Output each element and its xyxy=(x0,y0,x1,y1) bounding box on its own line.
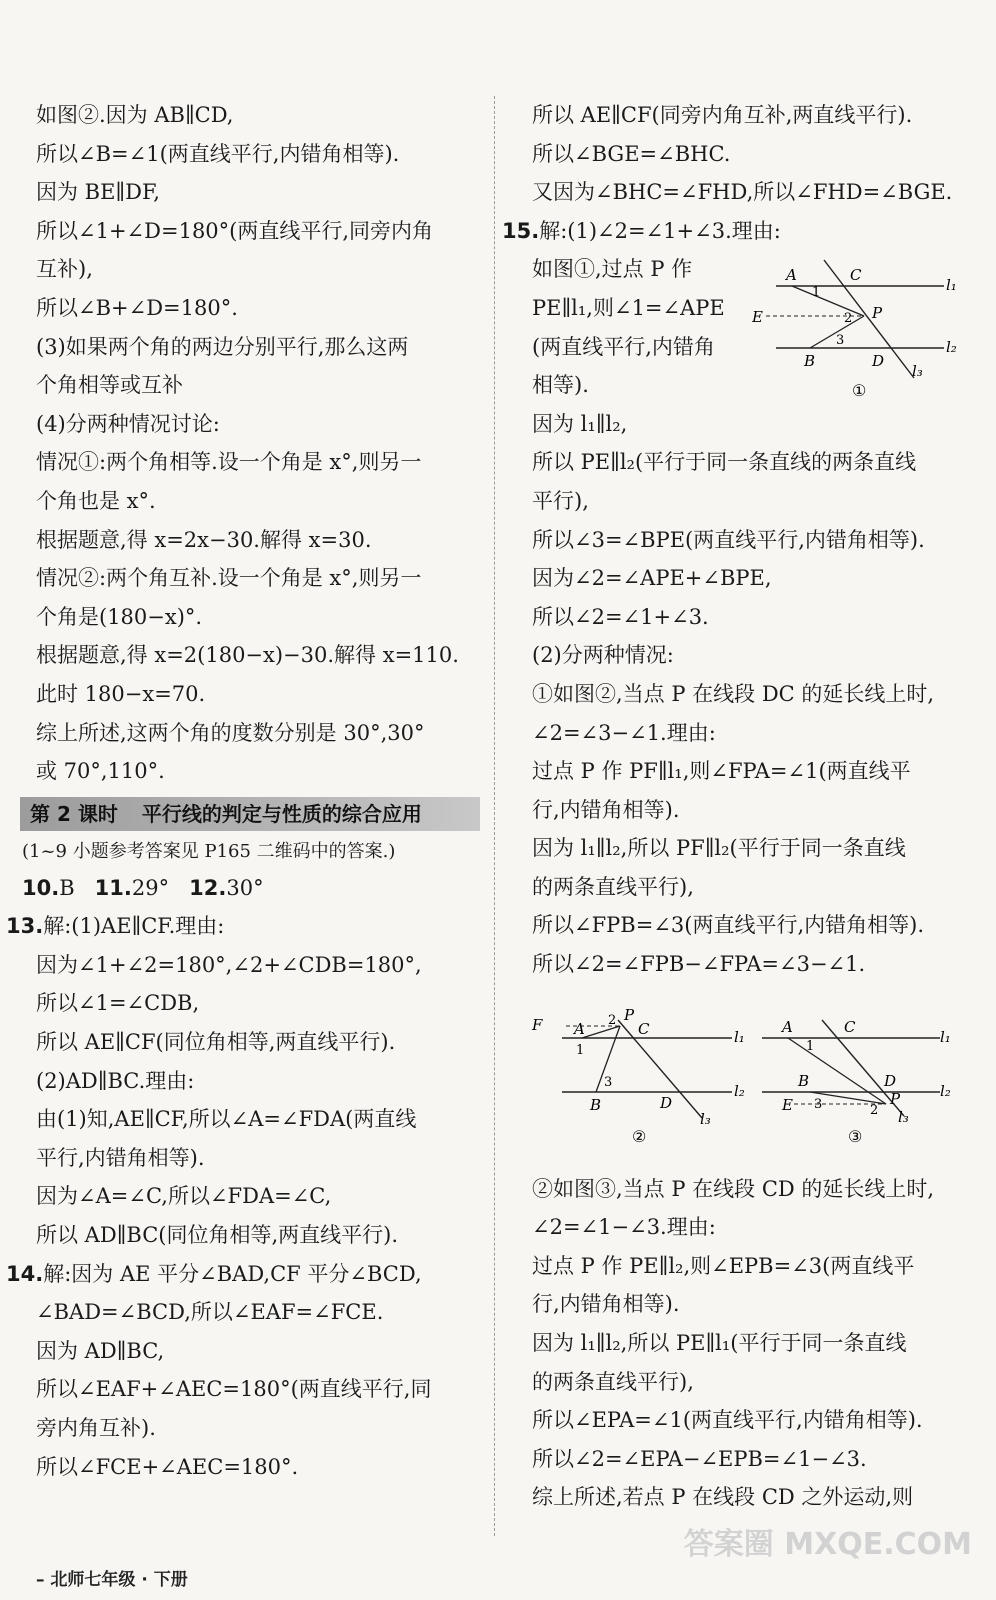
question-number: 13. xyxy=(6,914,44,939)
label-l1: l₁ xyxy=(940,1028,951,1046)
label-l3: l₃ xyxy=(700,1110,711,1128)
text-line: 解:因为 AE 平分∠BAD,CF 平分∠BCD, xyxy=(43,1261,422,1286)
text-line: 因为∠2=∠APE+∠BPE, xyxy=(532,566,772,591)
text-line: 所以 AE∥CF(同旁内角互补,两直线平行). xyxy=(532,103,913,127)
text-line: 行,内错角相等). xyxy=(532,797,680,822)
text-line: 解:(1)AE∥CF.理由: xyxy=(43,914,225,939)
text-line: (2)分两种情况: xyxy=(532,643,674,668)
text-line: 平行,内错角相等). xyxy=(36,1145,205,1170)
text-line: (3)如果两个角的两边分别平行,那么这两 xyxy=(36,334,409,359)
short-answers xyxy=(22,869,476,908)
text-line: 又因为∠BHC=∠FHD,所以∠FHD=∠BGE. xyxy=(532,180,953,205)
text-line: 根据题意,得 x=2x−30.解得 x=30. xyxy=(36,527,372,552)
segment-AP xyxy=(788,1038,886,1104)
label-C: C xyxy=(844,1018,856,1036)
label-l3: l₃ xyxy=(912,362,923,380)
label-l2: l₂ xyxy=(946,338,957,356)
text-line: 因为 l₁∥l₂, xyxy=(532,411,628,436)
angle-3-label: 3 xyxy=(604,1075,613,1090)
text-line: 所以 AD∥BC(同位角相等,两直线平行). xyxy=(36,1223,399,1248)
lesson-number: 第 2 课时 xyxy=(30,801,118,826)
text-line: 情况①:两个角相等.设一个角是 x°,则另一 xyxy=(36,450,422,475)
line-l3 xyxy=(824,260,914,378)
label-B: B xyxy=(798,1072,810,1090)
text-line: 所以∠BGE=∠BHC. xyxy=(532,141,731,166)
text-line: 如图②.因为 AB∥CD, xyxy=(36,103,234,127)
text-line: 所以∠3=∠BPE(两直线平行,内错角相等). xyxy=(532,527,925,552)
angle-3-label: 3 xyxy=(814,1097,823,1112)
text-line: 所以∠EAF+∠AEC=180°(两直线平行,同 xyxy=(36,1377,432,1402)
text-line: 过点 P 作 PE∥l₂,则∠EPB=∠3(两直线平 xyxy=(532,1253,915,1278)
text-line: 由(1)知,AE∥CF,所以∠A=∠FDA(两直线 xyxy=(36,1107,417,1132)
text-line: (两直线平行,内错角 xyxy=(532,334,715,359)
text-line: 所以∠2=∠EPA−∠EPB=∠1−∠3. xyxy=(532,1446,867,1471)
figure-caption: ① xyxy=(852,381,867,400)
text-line: (2)AD∥BC.理由: xyxy=(36,1068,195,1093)
watermark: 答案圈 MXQE.COM xyxy=(683,1527,972,1562)
text-line: 因为∠1+∠2=180°,∠2+∠CDB=180°, xyxy=(36,952,422,977)
book-title: 北师七年级 · 下册 xyxy=(50,1570,188,1590)
lesson-title: 平行线的判定与性质的综合应用 xyxy=(141,801,422,826)
left-column xyxy=(6,96,476,1486)
text-line: 因为 BE∥DF, xyxy=(36,180,160,205)
text-line: 过点 P 作 PF∥l₁,则∠FPA=∠1(两直线平 xyxy=(532,759,911,784)
question-number: 11. xyxy=(94,875,132,900)
label-l2: l₂ xyxy=(940,1082,951,1100)
question-15-start xyxy=(502,212,972,251)
label-l3: l₃ xyxy=(898,1108,909,1126)
page-footer: – 北师七年级 · 下册 xyxy=(36,1570,188,1590)
angle-1-label: 1 xyxy=(576,1043,585,1058)
angle-2-label: 2 xyxy=(870,1103,879,1118)
text-line: 互补), xyxy=(36,257,93,282)
label-B: B xyxy=(804,352,816,370)
label-D: D xyxy=(872,352,885,370)
text-line: 的两条直线平行), xyxy=(532,874,694,899)
question-14 xyxy=(6,1255,476,1487)
text-line: 所以∠FPB=∠3(两直线平行,内错角相等). xyxy=(532,913,925,938)
text-line: 所以∠2=∠1+∠3. xyxy=(532,604,709,629)
text-line: 解:(1)∠2=∠1+∠3.理由: xyxy=(539,218,781,243)
question-number: 10. xyxy=(22,875,60,900)
question-15-narrow-text xyxy=(532,250,746,404)
text-line: 因为 l₁∥l₂,所以 PF∥l₂(平行于同一条直线 xyxy=(532,836,906,861)
text-line: 所以∠2=∠FPB−∠FPA=∠3−∠1. xyxy=(532,952,866,977)
text-line: ∠BAD=∠BCD,所以∠EAF=∠FCE. xyxy=(36,1300,384,1325)
text-line: 因为 AD∥BC, xyxy=(36,1338,165,1363)
label-A: A xyxy=(782,1018,793,1036)
angle-1-label: 1 xyxy=(812,285,821,300)
text-line: 所以∠FCE+∠AEC=180°. xyxy=(36,1454,299,1479)
column-divider xyxy=(494,96,495,1536)
text-line xyxy=(6,1255,476,1294)
text-line: 所以 PE∥l₂(平行于同一条直线的两条直线 xyxy=(532,450,917,475)
text-line: 个角也是 x°. xyxy=(36,488,156,513)
text-line: (4)分两种情况讨论: xyxy=(36,411,220,436)
figure-3 xyxy=(762,1018,951,1146)
right-text-block xyxy=(532,96,972,212)
segment-AP xyxy=(792,286,864,316)
label-D: D xyxy=(884,1072,897,1090)
reference-note: (1~9 小题参考答案见 P165 二维码中的答案.) xyxy=(22,840,396,862)
text-line: 综上所述,这两个角的度数分别是 30°,30° xyxy=(36,720,425,745)
text-line: 旁内角互补). xyxy=(36,1416,156,1440)
question-15-text xyxy=(532,405,972,984)
text-line: 综上所述,若点 P 在线段 CD 之外运动,则 xyxy=(532,1485,914,1510)
label-C: C xyxy=(850,266,862,284)
text-line: 因为∠A=∠C,所以∠FDA=∠C, xyxy=(36,1184,332,1209)
text-line: 所以∠1+∠D=180°(两直线平行,同旁内角 xyxy=(36,218,434,243)
figure-caption: ② xyxy=(632,1127,647,1146)
text-line: 相等). xyxy=(532,373,589,398)
angle-2-label: 2 xyxy=(844,311,853,326)
label-E: E xyxy=(782,1096,793,1114)
answer-value: 29° xyxy=(131,875,170,900)
text-line: 情况②:两个角互补.设一个角是 x°,则另一 xyxy=(36,566,422,591)
text-line: PE∥l₁,则∠1=∠APE xyxy=(532,295,725,320)
label-F: F xyxy=(532,1016,543,1034)
question-number: 14. xyxy=(6,1261,44,1286)
text-line: ∠2=∠3−∠1.理由: xyxy=(532,720,716,745)
label-D: D xyxy=(660,1094,673,1112)
text-line: ①如图②,当点 P 在线段 DC 的延长线上时, xyxy=(532,681,935,706)
angle-3-label: 3 xyxy=(836,333,845,348)
text-line xyxy=(6,907,476,946)
text-line: 所以∠1=∠CDB, xyxy=(36,991,200,1016)
angle-1-label: 1 xyxy=(806,1039,815,1054)
question-number: 15. xyxy=(502,218,540,243)
text-line: 平行), xyxy=(532,488,589,513)
text-line: ∠2=∠1−∠3.理由: xyxy=(532,1215,716,1240)
answer-value: B xyxy=(59,875,75,900)
label-P: P xyxy=(624,1006,635,1024)
text-line: 所以 AE∥CF(同位角相等,两直线平行). xyxy=(36,1030,396,1055)
label-A: A xyxy=(786,266,797,284)
text-line: 如图①,过点 P 作 xyxy=(532,257,693,282)
label-l1: l₁ xyxy=(734,1028,745,1046)
label-l2: l₂ xyxy=(734,1082,745,1100)
question-13 xyxy=(6,907,476,1254)
text-line: 此时 180−x=70. xyxy=(36,681,206,706)
text-line: 行,内错角相等). xyxy=(532,1292,680,1317)
figure-1 xyxy=(752,256,970,416)
text-line: 所以∠EPA=∠1(两直线平行,内错角相等). xyxy=(532,1408,923,1433)
angle-2-label: 2 xyxy=(608,1013,617,1028)
section-heading xyxy=(20,797,480,831)
label-P: P xyxy=(890,1090,901,1108)
text-line: 因为 l₁∥l₂,所以 PE∥l₁(平行于同一条直线 xyxy=(532,1331,907,1356)
text-line: 所以∠B=∠1(两直线平行,内错角相等). xyxy=(36,141,400,166)
figure-caption: ③ xyxy=(848,1127,863,1146)
question-15-text-continued xyxy=(532,1170,972,1517)
label-B: B xyxy=(590,1096,602,1114)
answer-value: 30° xyxy=(226,875,264,900)
text-line: 或 70°,110°. xyxy=(36,759,165,784)
text-line: 个角是(180−x)°. xyxy=(36,604,203,629)
figures-2-and-3 xyxy=(526,1006,970,1156)
left-text-block xyxy=(36,96,476,791)
label-E: E xyxy=(752,308,763,326)
text-line: 的两条直线平行), xyxy=(532,1369,694,1394)
question-number: 12. xyxy=(189,875,227,900)
label-C: C xyxy=(638,1020,650,1038)
label-A: A xyxy=(574,1020,585,1038)
label-l1: l₁ xyxy=(946,276,957,294)
text-line: 个角相等或互补 xyxy=(36,373,183,398)
text-line: 所以∠B+∠D=180°. xyxy=(36,295,238,320)
figure-2 xyxy=(531,1006,745,1146)
text-line: ②如图③,当点 P 在线段 CD 的延长线上时, xyxy=(532,1176,935,1201)
label-P: P xyxy=(872,304,883,322)
text-line: 根据题意,得 x=2(180−x)−30.解得 x=110. xyxy=(36,643,459,668)
